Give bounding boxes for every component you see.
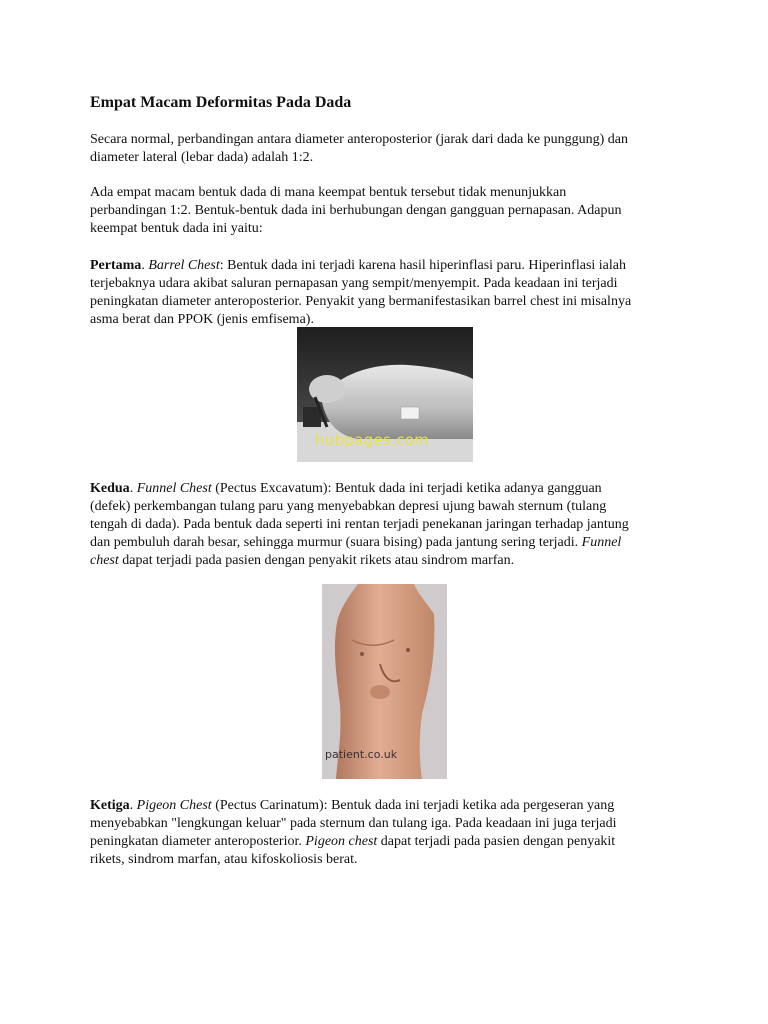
text-line: perbandingan 1:2. Bentuk-bentuk dada ini berhubungan dengan gangguan pernapasan. Adapun	[90, 203, 622, 218]
text-line: terjebaknya udara akibat saluran pernapasan yang sempit/menyempit. Pada keadaan ini terjadi	[90, 276, 618, 291]
term-italic: Funnel	[581, 535, 622, 550]
funnel-chest-photo	[322, 584, 447, 779]
text-run: (Pectus Carinatum): Bentuk dada ini terjadi ketika ada pergeseran yang	[211, 798, 615, 813]
term-italic: Barrel Chest	[148, 258, 220, 273]
paragraph-pigeon-chest	[90, 797, 680, 869]
text-line	[90, 534, 680, 552]
text-run: : Bentuk dada ini terjadi karena hasil hiperinflasi paru. Hiperinflasi ialah	[219, 258, 626, 273]
text-line	[90, 480, 680, 498]
text-run: dapat terjadi pada pasien dengan penyakit	[377, 834, 616, 849]
text-line: diameter lateral (lebar dada) adalah 1:2.	[90, 150, 314, 165]
text-line	[90, 797, 680, 815]
paragraph-funnel-chest	[90, 480, 680, 570]
separator: .	[141, 258, 149, 273]
text-run: dapat terjadi pada pasien dengan penyakit rikets atau sindrom marfan.	[118, 553, 515, 568]
text-line	[90, 257, 680, 275]
image-watermark: hubpages.com	[315, 431, 430, 449]
barrel-chest-photo	[297, 327, 473, 462]
text-line: keempat bentuk dada ini yaitu:	[90, 221, 263, 236]
text-line: peningkatan diameter anteroposterior. Penyakit yang bermanifestasikan barrel chest ini misalnya	[90, 294, 632, 309]
text-line: asma berat dan PPOK (jenis emfisema).	[90, 312, 314, 327]
term-italic: Pigeon chest	[305, 834, 378, 849]
text-run: (Pectus Excavatum): Bentuk dada ini terjadi ketika adanya gangguan	[211, 481, 602, 496]
text-line: tengah di dada). Pada bentuk dada seperti ini rentan terjadi penekanan jaringan terhadap jantung	[90, 517, 629, 532]
separator: .	[129, 798, 137, 813]
text-line: rikets, sindrom marfan, atau kifoskoliosis berat.	[90, 852, 358, 867]
text-line	[90, 552, 680, 570]
term-italic: Funnel Chest	[136, 481, 212, 496]
text-run: dan pembuluh darah besar, sehingga murmur (suara bising) pada jantung sering terjadi.	[90, 535, 579, 550]
text-line: Ada empat macam bentuk dada di mana keempat bentuk tersebut tidak menunjukkan	[90, 185, 567, 200]
separator: .	[129, 481, 137, 496]
paragraph-intro	[90, 184, 680, 238]
section-label: Pertama	[90, 258, 142, 273]
text-line	[90, 833, 680, 851]
paragraph-normal-ratio	[90, 131, 680, 167]
image-watermark: patient.co.uk	[325, 748, 398, 761]
section-label: Ketiga	[90, 798, 130, 813]
term-italic: chest	[90, 553, 119, 568]
text-line: Secara normal, perbandingan antara diameter anteroposterior (jarak dari dada ke punggung) dan	[90, 132, 628, 147]
text-line: (defek) perkembangan tulang paru yang menyebabkan depresi ujung bawah sternum (tulang	[90, 499, 607, 514]
text-line: menyebabkan "lengkungan keluar" pada sternum dan tulang iga. Pada keadaan ini juga terjadi	[90, 816, 617, 831]
section-label: Kedua	[90, 481, 130, 496]
paragraph-barrel-chest	[90, 257, 680, 329]
term-italic: Pigeon Chest	[136, 798, 212, 813]
text-run: peningkatan diameter anteroposterior.	[90, 834, 306, 849]
document-title: Empat Macam Deformitas Pada Dada	[90, 94, 352, 111]
